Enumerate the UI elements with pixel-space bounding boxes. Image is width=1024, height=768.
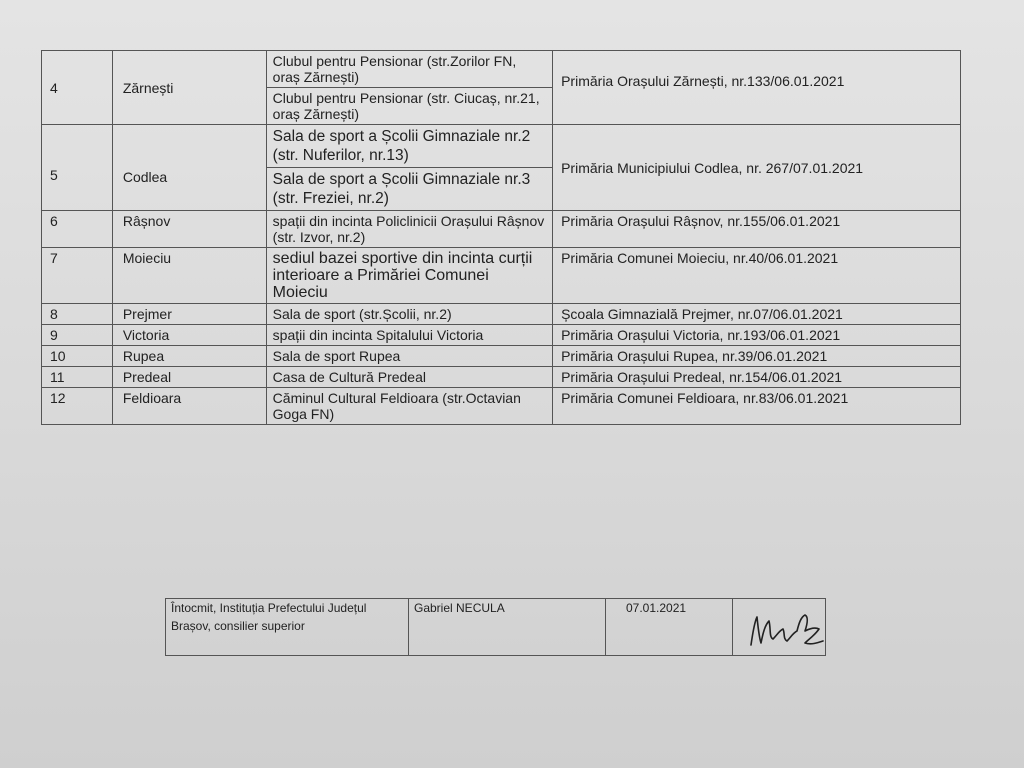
space-cell: sediul bazei sportive din incinta curții interioare a Primăriei Comunei Moieciu — [266, 248, 552, 304]
locality-cell: Zărnești — [112, 51, 266, 125]
table-row — [42, 346, 961, 367]
document-cell: Primăria Comunei Moieciu, nr.40/06.01.2021 — [553, 248, 961, 304]
table-row — [42, 304, 961, 325]
row-number: 7 — [42, 248, 113, 304]
document-cell: Primăria Orașului Zărnești, nr.133/06.01.2021 — [553, 51, 961, 125]
space-cell: Sala de sport a Școlii Gimnaziale nr.2 (str. Nuferilor, nr.13) — [266, 125, 552, 168]
document-cell: Primăria Orașului Rupea, nr.39/06.01.2021 — [553, 346, 961, 367]
space-cell: Sala de sport (str.Școlii, nr.2) — [266, 304, 552, 325]
row-number: 9 — [42, 325, 113, 346]
document-cell: Primăria Orașului Victoria, nr.193/06.01.2021 — [553, 325, 961, 346]
table-row — [42, 211, 961, 248]
locality-cell: Râșnov — [112, 211, 266, 248]
space-cell: Clubul pentru Pensionar (str.Zorilor FN, oraș Zărnești) — [266, 51, 552, 88]
table-row — [42, 325, 961, 346]
date-cell: 07.01.2021 — [606, 599, 733, 656]
table-row — [42, 51, 961, 88]
locations-table — [41, 50, 961, 425]
locality-cell: Predeal — [112, 367, 266, 388]
row-number: 10 — [42, 346, 113, 367]
locality-cell: Moieciu — [112, 248, 266, 304]
row-number: 4 — [42, 51, 113, 125]
space-cell: Sala de sport Rupea — [266, 346, 552, 367]
locality-cell: Feldioara — [112, 388, 266, 425]
space-cell: Căminul Cultural Feldioara (str.Octavian Goga FN) — [266, 388, 552, 425]
row-number: 5 — [42, 125, 113, 211]
row-number: 6 — [42, 211, 113, 248]
space-cell: Casa de Cultură Predeal — [266, 367, 552, 388]
document-cell: Școala Gimnazială Prejmer, nr.07/06.01.2021 — [553, 304, 961, 325]
signature-table — [165, 598, 826, 656]
space-cell: spații din incinta Spitalului Victoria — [266, 325, 552, 346]
table-row — [42, 248, 961, 304]
row-number: 8 — [42, 304, 113, 325]
row-number: 12 — [42, 388, 113, 425]
row-number: 11 — [42, 367, 113, 388]
prepared-by-cell: Întocmit, Instituția Prefectului Județul Brașov, consilier superior — [166, 599, 409, 656]
signature-cell — [733, 599, 826, 656]
signature-row — [166, 599, 826, 656]
locality-cell: Victoria — [112, 325, 266, 346]
space-cell: spații din incinta Policlinicii Orașului Râșnov (str. Izvor, nr.2) — [266, 211, 552, 248]
locality-cell: Rupea — [112, 346, 266, 367]
space-cell: Clubul pentru Pensionar (str. Ciucaș, nr.21, oraș Zărnești) — [266, 88, 552, 125]
table-row — [42, 125, 961, 168]
document-cell: Primăria Orașului Predeal, nr.154/06.01.2021 — [553, 367, 961, 388]
document-cell: Primăria Orașului Râșnov, nr.155/06.01.2021 — [553, 211, 961, 248]
document-cell: Primăria Comunei Feldioara, nr.83/06.01.2021 — [553, 388, 961, 425]
locality-cell: Codlea — [112, 125, 266, 211]
name-cell: Gabriel NECULA — [409, 599, 606, 656]
space-cell: Sala de sport a Școlii Gimnaziale nr.3 (str. Freziei, nr.2) — [266, 168, 552, 211]
table-row — [42, 367, 961, 388]
locality-cell: Prejmer — [112, 304, 266, 325]
table-row — [42, 388, 961, 425]
document-cell: Primăria Municipiului Codlea, nr. 267/07.01.2021 — [553, 125, 961, 211]
signature-icon — [743, 603, 833, 653]
